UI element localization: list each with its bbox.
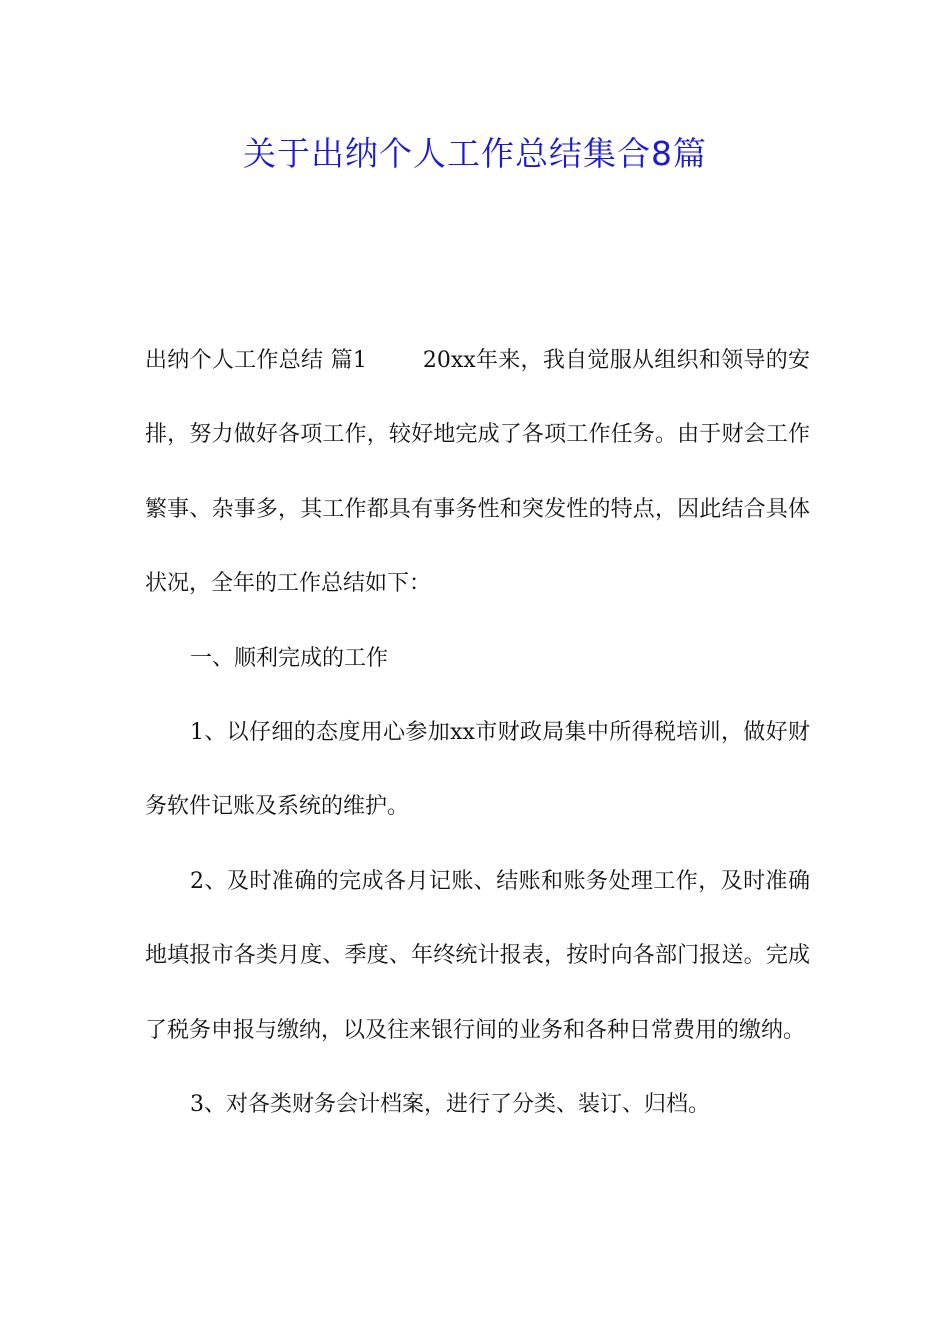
section-heading: 出纳个人工作总结 篇1 — [145, 348, 367, 373]
list-item-3: 3、对各类财务会计档案，进行了分类、装订、归档。 — [190, 1092, 710, 1118]
subheading-completed-work: 一、顺利完成的工作 — [190, 645, 389, 671]
list-item-1: 1、以仔细的态度用心参加xx市财政局集中所得税培训，做好财务软件记账及系统的维护。 — [145, 720, 810, 820]
document-body — [145, 324, 810, 1142]
document-title: 关于出纳个人工作总结集合8篇 — [243, 134, 707, 173]
list-item-2: 2、及时准确的完成各月记账、结账和账务处理工作，及时准确地填报市各类月度、季度、年终统计报表，按时向各部门报送。完成了税务申报与缴纳，以及往来银行间的业务和各种日常费用的缴纳。 — [145, 868, 810, 1043]
intro-paragraph — [145, 324, 810, 622]
paragraph-text: 20xx年来，我自觉服从组织和领导的安排，努力做好各项工作，较好地完成了各项工作任务。由于财会工作繁事、杂事多，其工作都具有事务性和突发性的特点，因此结合具体状况，全年的工作总结如下： — [145, 348, 810, 597]
